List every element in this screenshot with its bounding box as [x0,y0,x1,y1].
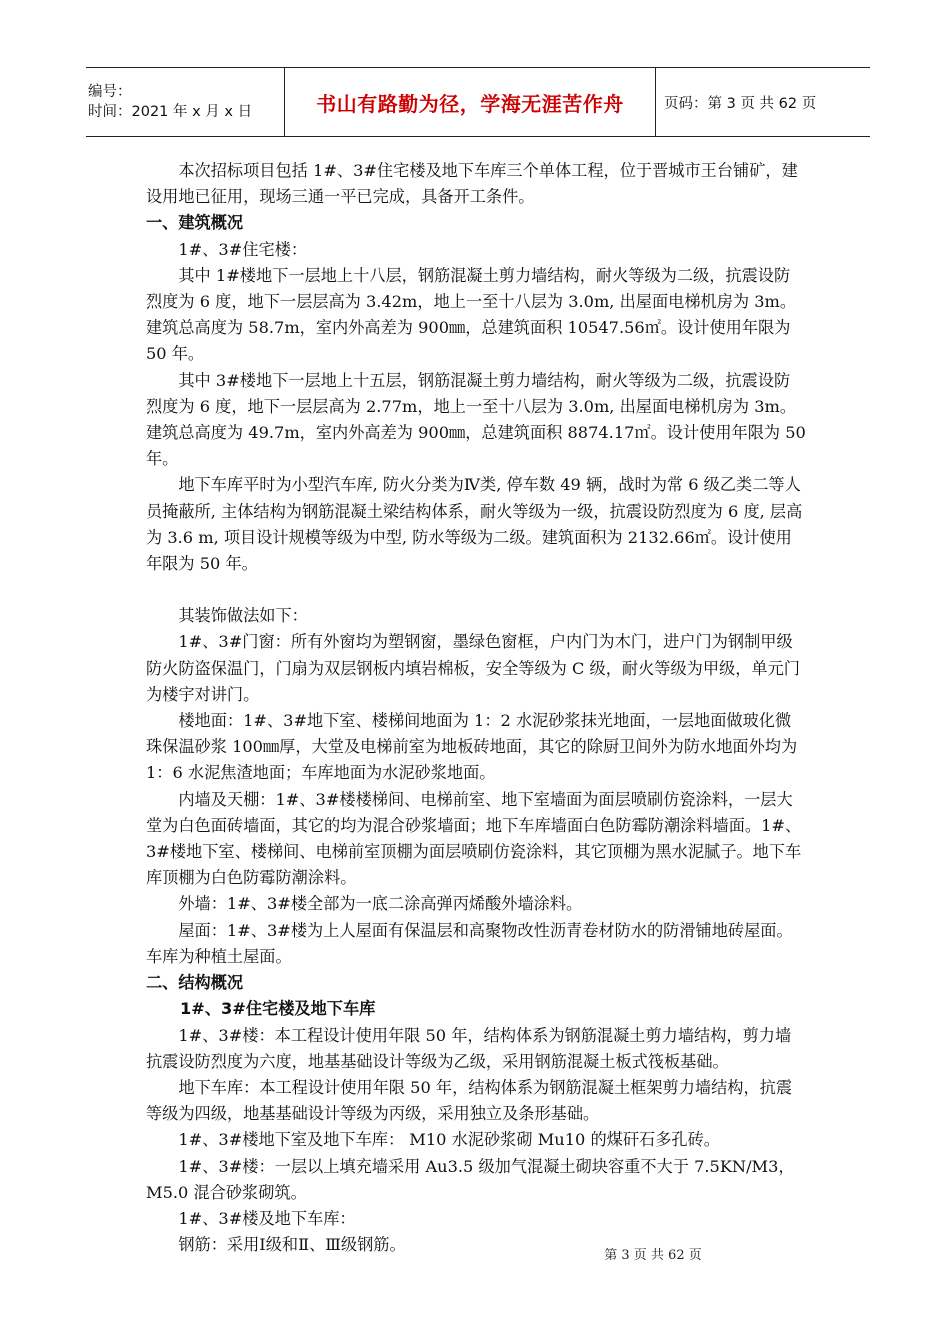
body-paragraph: 1#、3#楼地下室及地下车库： M10 水泥砂浆砌 Mu10 的煤矸石多孔砖。 [146,1130,720,1150]
header-motto-cell [284,68,656,136]
subsection-heading: 1#、3#住宅楼及地下车库 [180,999,376,1019]
body-paragraph: 1#、3#门窗：所有外窗均为塑钢窗，墨绿色窗框，户内门为木门，进户门为钢制甲级防火防盗保温门，门扇为双层钢板内填岩棉板，安全等级为 C 级，耐火等级为甲级，单元门为楼宇对讲门。 [146,632,800,704]
body-paragraph: 1#、3#楼：一层以上填充墙采用 Au3.5 级加气混凝土砌块容重不大于 7.5KN/M3，M5.0 混合砂浆砌筑。 [146,1156,795,1202]
footer-page-number: 第 3 页 共 62 页 [604,1248,702,1263]
body-paragraph: 1#、3#楼及地下车库： [146,1208,356,1228]
body-paragraph: 屋面：1#、3#楼为上人屋面有保温层和高聚物改性沥青卷材防水的防滑铺地砖屋面。车库为种植土屋面。 [146,920,793,966]
body-paragraph: 钢筋：采用Ⅰ级和Ⅱ、Ⅲ级钢筋。 [146,1235,406,1255]
body-paragraph: 外墙：1#、3#楼全部为一底二涂高弹丙烯酸外墙涂料。 [146,894,583,914]
body-paragraph: 其中 3#楼地下一层地上十五层，钢筋混凝土剪力墙结构，耐火等级为二级，抗震设防烈度为 6 度，地下一层层高为 2.77m，地上一至十八层为 3.0m, 出屋面电梯机房为 3m。建筑总高度为 49.7m，室内外高差为 900㎜，总建筑面积 8874.17㎡。设计使用年限为 50 年。 [146,370,806,469]
body-paragraph: 内墙及天棚：1#、3#楼楼梯间、电梯前室、地下室墙面为面层喷刷仿瓷涂料，一层大堂为白色面砖墙面，其它的均为混合砂浆墙面；地下车库墙面白色防霉防潮涂料墙面。1#、3#楼地下室、楼梯间、电梯前室顶棚为面层喷刷仿瓷涂料，其它顶棚为黑水泥腻子。地下车库顶棚为白色防霉防潮涂料。 [146,789,802,888]
section-heading: 二、结构概况 [146,973,244,993]
body-paragraph: 1#、3#楼：本工程设计使用年限 50 年，结构体系为钢筋混凝土剪力墙结构，剪力墙抗震设防烈度为六度，地基基础设计等级为乙级，采用钢筋混凝土板式筏板基础。 [146,1025,792,1071]
paragraph-spacer [146,577,806,603]
body-paragraph: 本次招标项目包括 1#、3#住宅楼及地下车库三个单体工程，位于晋城市王台铺矿，建设用地已征用，现场三通一平已完成，具备开工条件。 [146,161,798,207]
section-heading: 一、建筑概况 [146,213,244,233]
page-header [86,67,870,137]
page-footer [0,1244,950,1263]
header-page-cell [656,68,816,136]
document-body [146,158,806,1258]
body-paragraph: 楼地面：1#、3#地下室、楼梯间地面为 1：2 水泥砂浆抹光地面，一层地面做玻化微珠保温砂浆 100㎜厚，大堂及电梯前室为地板砖地面，其它的除厨卫间外为防水地面外均为 1：6 水泥焦渣地面；车库地面为水泥砂浆地面。 [146,711,798,783]
body-paragraph: 地下车库：本工程设计使用年限 50 年，结构体系为钢筋混凝土框架剪力墙结构，抗震等级为四级，地基基础设计等级为丙级，采用独立及条形基础。 [146,1077,793,1124]
header-page-number: 页码：第 3 页 共 62 页 [664,95,817,112]
body-paragraph: 其装饰做法如下： [146,606,308,626]
document-date-label: 时间：2021 年 x 月 x 日 [88,104,253,120]
header-motto: 书山有路勤为径，学海无涯苦作舟 [316,91,624,116]
document-number-label: 编号： [88,84,132,100]
body-paragraph: 其中 1#楼地下一层地上十八层，钢筋混凝土剪力墙结构，耐火等级为二级，抗震设防烈度为 6 度，地下一层层高为 3.42m，地上一至十八层为 3.0m, 出屋面电梯机房为 3m。建筑总高度为 58.7m，室内外高差为 900㎜，总建筑面积 10547.56㎡。设计使用年限为 50 年。 [146,265,797,364]
header-meta [86,68,284,136]
body-paragraph: 地下车库平时为小型汽车库, 防火分类为Ⅳ类, 停车数 49 辆，战时为常 6 级乙类二等人员掩蔽所, 主体结构为钢筋混凝土梁结构体系，耐火等级为一级，抗震设防烈度为 6 度, 层高为 3.6 m, 项目设计规模等级为中型, 防水等级为二级。建筑面积为 2132.66㎡。设计使用年限为 50 年。 [146,475,803,574]
body-paragraph: 1#、3#住宅楼： [146,239,308,259]
